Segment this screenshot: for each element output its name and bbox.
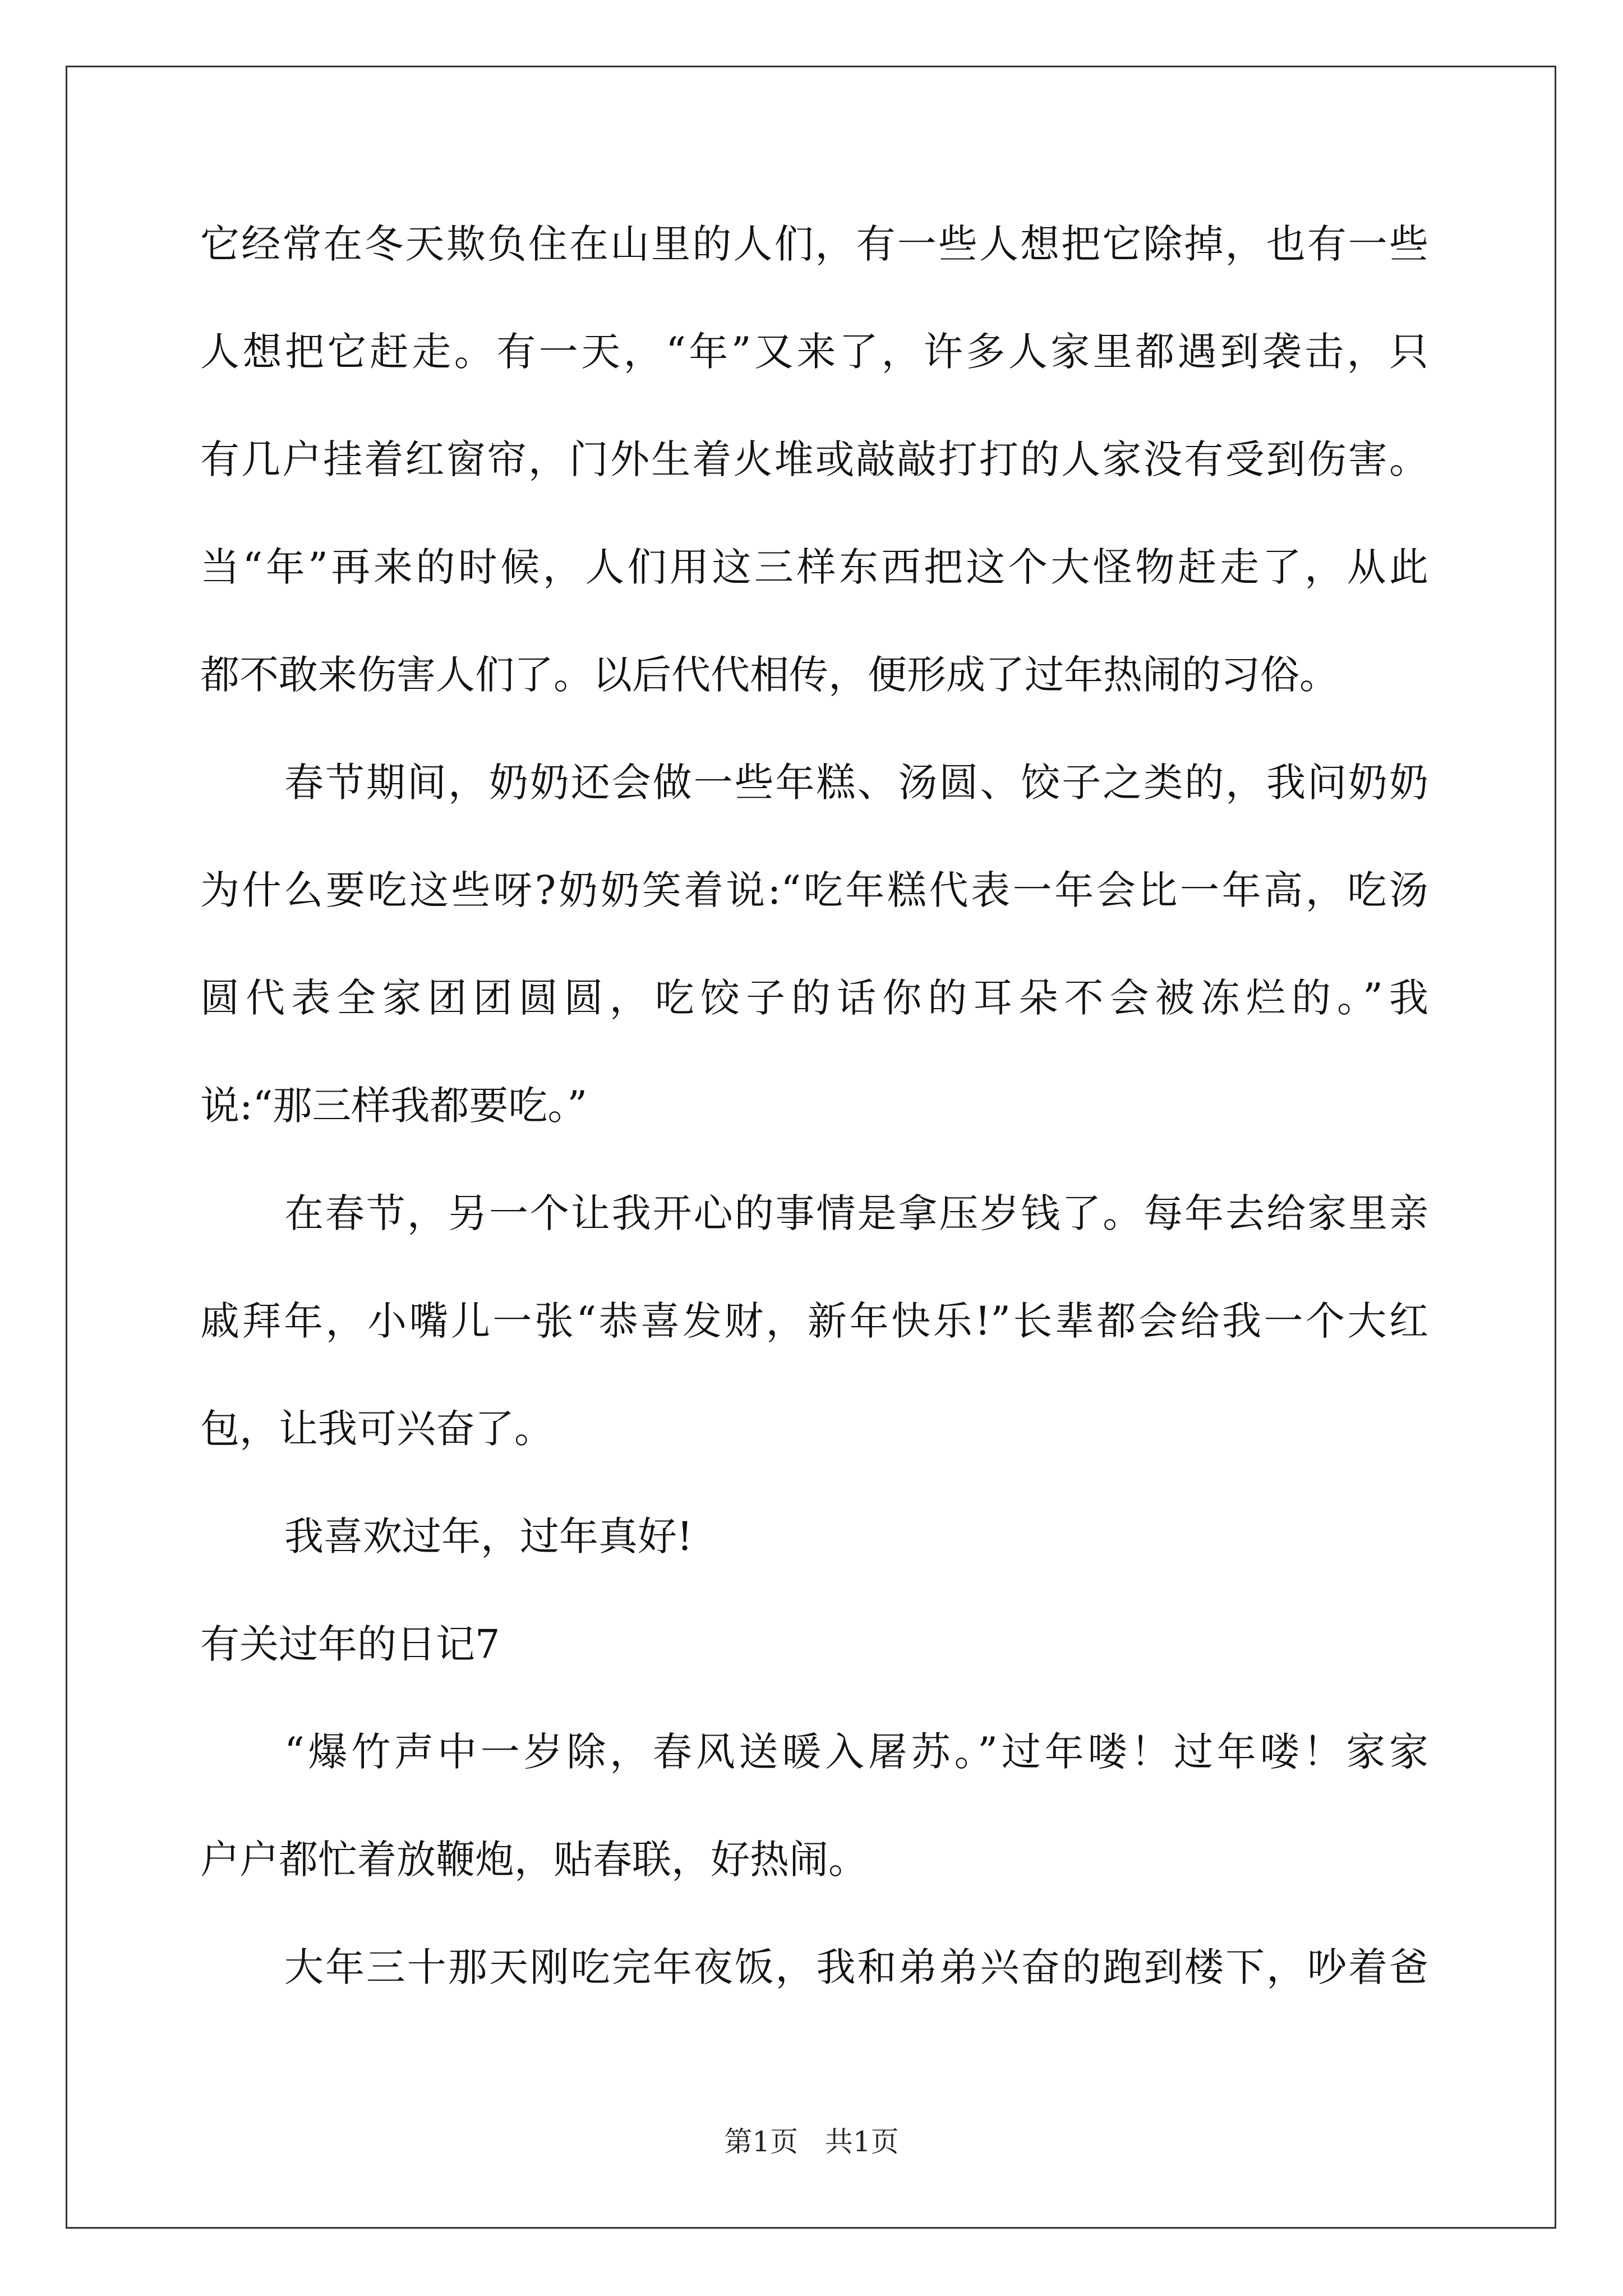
text-line: 在春节，另一个让我开心的事情是拿压岁钱了。每年去给家里亲 [284,1190,1428,1236]
text-line: 户户都忙着放鞭炮，贴春联，好热闹。 [200,1837,868,1883]
text-line: 春节期间，奶奶还会做一些年糕、汤圆、饺子之类的，我问奶奶 [284,760,1428,806]
page-total: 共1页 [824,2125,899,2158]
page-number: 第1页 [724,2125,799,2158]
text-line: 它经常在冬天欺负住在山里的人们，有一些人想把它除掉，也有一些 [200,221,1428,267]
text-line: 当“年”再来的时候，人们用这三样东西把这个大怪物赶走了，从此 [200,544,1428,590]
text-line: 为什么要吃这些呀?奶奶笑着说:“吃年糕代表一年会比一年高，吃汤 [200,867,1428,913]
text-line: 我喜欢过年，过年真好! [284,1513,693,1559]
text-line: 戚拜年，小嘴儿一张“恭喜发财，新年快乐!”长辈都会给我一个大红 [200,1298,1428,1344]
text-line: 有几户挂着红窗帘，门外生着火堆或敲敲打打的人家没有受到伤害。 [200,436,1428,482]
text-line: “爆竹声中一岁除，春风送暖入屠苏。”过年喽！过年喽！家家 [284,1729,1428,1775]
text-line: 包，让我可兴奋了。 [200,1406,554,1452]
section-heading: 有关过年的日记7 [200,1621,500,1667]
page-footer [0,2125,1623,2159]
text-line: 大年三十那天刚吃完年夜饭，我和弟弟兴奋的跑到楼下，吵着爸 [284,1944,1428,1990]
document-body [200,213,1428,2044]
text-line: 人想把它赶走。有一天，“年”又来了，许多人家里都遇到袭击，只 [200,329,1428,375]
text-line: 圆代表全家团团圆圆，吃饺子的话你的耳朵不会被冻烂的。”我 [200,975,1428,1021]
text-line: 说:“那三样我都要吃。” [200,1083,588,1129]
text-line: 都不敢来伤害人们了。以后代代相传，便形成了过年热闹的习俗。 [200,652,1339,698]
